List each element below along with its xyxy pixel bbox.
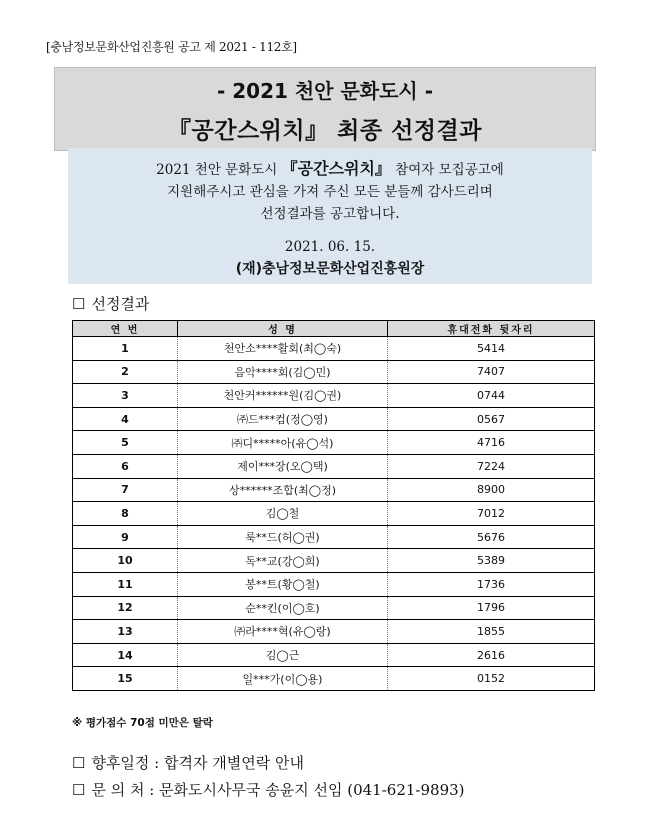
message-line-2: 지원해주시고 관심을 가져 주신 모든 분들께 감사드리며 (167, 184, 493, 200)
table-row (73, 337, 595, 361)
title-line-2: 『공간스위치』 최종 선정결과 (168, 118, 482, 144)
table-row (73, 407, 595, 431)
cell-number: 8 (73, 502, 178, 526)
notice-number: [충남정보문화산업진흥원 공고 제 2021 - 112호] (46, 40, 297, 54)
message-emphasis: 『공간스위치』 (281, 159, 391, 178)
organization-name: (재)충남정보문화산업진흥원장 (235, 261, 425, 277)
cell-phone: 0567 (388, 407, 595, 431)
cell-name: ㈜디*****아(유◯석) (178, 431, 388, 455)
section-title (72, 293, 149, 314)
cell-number: 7 (73, 478, 178, 502)
cell-number: 15 (73, 667, 178, 691)
table-row (73, 596, 595, 620)
cell-phone: 5676 (388, 525, 595, 549)
cell-phone: 5389 (388, 549, 595, 573)
cell-phone: 4716 (388, 431, 595, 455)
cell-name: 상******조합(최◯정) (178, 478, 388, 502)
cell-number: 5 (73, 431, 178, 455)
cell-phone: 0744 (388, 384, 595, 408)
contact-text: 문 의 처 : 문화도시사무국 송윤지 선임 (041-621-9893) (91, 781, 465, 799)
cell-phone: 7012 (388, 502, 595, 526)
cell-number: 11 (73, 572, 178, 596)
cell-name: 김◯철 (178, 502, 388, 526)
schedule-line (72, 752, 304, 773)
checkbox-square-icon: ☐ (72, 781, 86, 799)
contact-line (72, 779, 465, 800)
header-name: 성 명 (178, 321, 388, 337)
header-phone: 휴대전화 뒷자리 (388, 321, 595, 337)
cell-name: ㈜드***컴(정◯영) (178, 407, 388, 431)
schedule-text: 향후일정 : 합격자 개별연락 안내 (91, 754, 304, 772)
table-row (73, 572, 595, 596)
cell-number: 1 (73, 337, 178, 361)
checkbox-square-icon: ☐ (72, 295, 86, 313)
cell-name: 봉**트(황◯철) (178, 572, 388, 596)
cell-number: 6 (73, 454, 178, 478)
cell-number: 14 (73, 643, 178, 667)
cell-phone: 0152 (388, 667, 595, 691)
cell-phone: 2616 (388, 643, 595, 667)
footnote: ※ 평가점수 70점 미만은 탈락 (72, 717, 213, 729)
cell-name: ㈜라****혁(유◯랑) (178, 620, 388, 644)
checkbox-square-icon: ☐ (72, 754, 86, 772)
table-row (73, 502, 595, 526)
cell-name: 천안커******원(김◯권) (178, 384, 388, 408)
cell-name: 순**킨(이◯호) (178, 596, 388, 620)
message-line-1-after: 참여자 모집공고에 (395, 162, 504, 178)
cell-number: 10 (73, 549, 178, 573)
cell-name: 음악****회(김◯민) (178, 360, 388, 384)
cell-number: 12 (73, 596, 178, 620)
cell-number: 13 (73, 620, 178, 644)
table-row (73, 431, 595, 455)
announcement-date: 2021. 06. 15. (284, 239, 376, 255)
message-line-1-before: 2021 천안 문화도시 (156, 162, 278, 178)
title-line-1: - 2021 천안 문화도시 - (216, 79, 434, 103)
cell-name: 제이***장(오◯택) (178, 454, 388, 478)
cell-number: 2 (73, 360, 178, 384)
table-row (73, 620, 595, 644)
cell-phone: 8900 (388, 478, 595, 502)
cell-number: 9 (73, 525, 178, 549)
table-row (73, 667, 595, 691)
cell-name: 김◯근 (178, 643, 388, 667)
table-row (73, 478, 595, 502)
table-row (73, 549, 595, 573)
table-row (73, 525, 595, 549)
section-title-text: 선정결과 (91, 295, 150, 313)
cell-phone: 1855 (388, 620, 595, 644)
results-table (72, 320, 595, 691)
table-row (73, 384, 595, 408)
table-row (73, 360, 595, 384)
message-box (68, 148, 592, 284)
cell-name: 일***가(이◯용) (178, 667, 388, 691)
cell-phone: 7224 (388, 454, 595, 478)
cell-phone: 1736 (388, 572, 595, 596)
table-row (73, 454, 595, 478)
cell-phone: 1796 (388, 596, 595, 620)
cell-phone: 5414 (388, 337, 595, 361)
cell-name: 독**교(강◯희) (178, 549, 388, 573)
table-header-row (73, 321, 595, 337)
cell-number: 4 (73, 407, 178, 431)
message-line-3: 선정결과를 공고합니다. (260, 206, 400, 222)
cell-name: 천안소****활회(최◯숙) (178, 337, 388, 361)
cell-number: 3 (73, 384, 178, 408)
table-row (73, 643, 595, 667)
header-number: 연 번 (73, 321, 178, 337)
cell-phone: 7407 (388, 360, 595, 384)
title-box (54, 67, 596, 151)
message-line-1 (68, 158, 592, 181)
cell-name: 룩**드(허◯권) (178, 525, 388, 549)
